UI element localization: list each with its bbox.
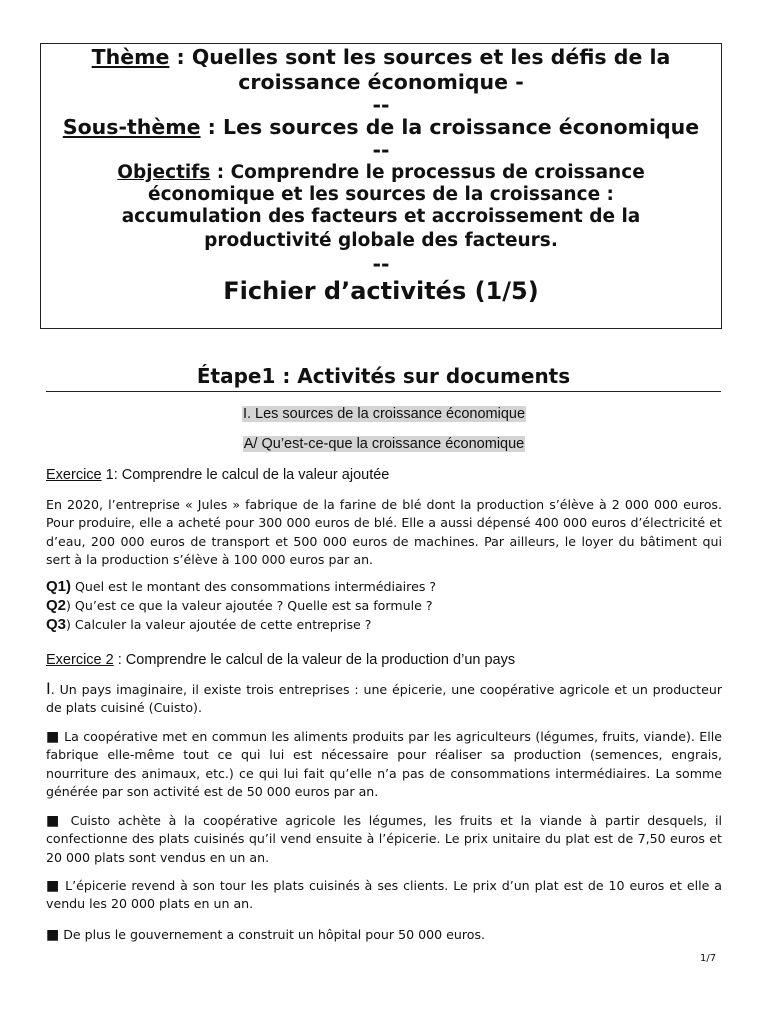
objectifs-line-1 — [41, 162, 721, 184]
bullet-square-icon: ■ — [46, 878, 61, 894]
etape-heading: Étape1 : Activités sur documents — [46, 363, 721, 392]
question-2 — [46, 597, 433, 615]
bullet-square-icon: ■ — [46, 813, 63, 829]
question-1 — [46, 578, 436, 596]
question-3 — [46, 616, 371, 634]
paragraph-gouvernement — [46, 926, 722, 944]
exercice-1-title — [46, 466, 389, 484]
paragraph-epicerie-text: L’épicerie revend à son tour les plats cuisinés à ses clients. Le prix d’un plat est de 10 euros et elle a vendu les 20 000 plats en un an. — [46, 878, 723, 912]
section-heading-1 — [0, 405, 768, 423]
paragraph-epicerie — [46, 877, 722, 914]
sous-theme-label: Sous-thème — [62, 115, 201, 139]
section-heading-2-text: A/ Qu’est-ce-que la croissance économique — [243, 436, 525, 452]
bullet-square-icon: ■ — [46, 927, 60, 943]
exercice-1-text: En 2020, l’entreprise « Jules » fabrique de la farine de blé dont la production s’élève à 2 000 000 euros. Pour produire, elle a acheté pour 300 000 euros de blé. Elle a aussi dépensé 400 000 euros d’électricité et d’eau, 200 000 euros de transport et 500 000 euros de machines. Par ailleurs, le loyer du bâtiment qui sert à la production s’élève à 100 000 euros par an. — [46, 497, 722, 568]
section-heading-1-text: I. Les sources de la croissance économique — [242, 406, 526, 422]
question-3-text: ) Calculer la valeur ajoutée de cette entreprise ? — [66, 617, 372, 632]
exercice-2-intro — [46, 680, 722, 718]
separator: -- — [372, 93, 390, 117]
separator: -- — [372, 138, 390, 162]
paragraph-cuisto — [46, 812, 722, 867]
sous-theme-line — [41, 115, 721, 140]
question-1-label: Q1) — [46, 578, 72, 595]
theme-box — [40, 43, 722, 329]
fichier-title: Fichier d’activités (1/5) — [223, 277, 539, 305]
sous-theme-text: : Les sources de la croissance économique — [200, 115, 700, 139]
objectifs-line-4: productivité globale des facteurs. — [204, 230, 558, 251]
paragraph-cuisto-text: Cuisto achète à la coopérative agricole les légumes, les fruits et la viande à partir desquels, il confectionne des plats cuisinés qu’il vend ensuite à l’épicerie. Le prix unitaire du plat est de 7,50 euros et 20 000 plats sont vendus en un an. — [46, 813, 722, 865]
theme-text: : Quelles sont les sources et les défis de la — [169, 45, 671, 69]
question-3-label: Q3 — [46, 616, 67, 633]
paragraph-cooperative-text: La coopérative met en commun les aliments produits par les agriculteurs (légumes, fruits, viande). Elle fabrique elle-même tout ce qui lui est nécessaire pour réaliser sa production (semences, engrais, nourriture des animaux, etc.) ce qui lui fait qu’elle n’a pas de consommations intermédiaires. La somme générée par son activité est de 50 000 euros par an. — [46, 729, 722, 800]
theme-line — [41, 45, 721, 70]
page-number: 1/7 — [700, 953, 717, 964]
paragraph-cooperative — [46, 728, 722, 802]
question-2-label: Q2 — [46, 597, 67, 614]
bullet-square-icon: ■ — [46, 729, 60, 745]
exercice-2-title — [46, 651, 515, 669]
question-2-text: ) Qu’est ce que la valeur ajoutée ? Quelle est sa formule ? — [66, 598, 433, 613]
objectifs-text-1: : Comprendre le processus de croissance — [210, 162, 645, 183]
exercice-1-title-text: 1: Comprendre le calcul de la valeur ajoutée — [101, 467, 390, 483]
objectifs-label: Objectifs — [117, 162, 211, 183]
intro-mark: I — [46, 679, 51, 698]
paragraph-gouvernement-text: De plus le gouvernement a construit un hôpital pour 50 000 euros. — [59, 927, 486, 942]
exercice-2-title-text: : Comprendre le calcul de la valeur de la production d’un pays — [113, 652, 516, 668]
separator: -- — [372, 252, 390, 276]
exercice-2-label: Exercice 2 — [46, 652, 114, 668]
section-heading-2 — [0, 435, 768, 453]
objectifs-line-3: accumulation des facteurs et accroissement de la — [121, 206, 641, 227]
theme-text-2: croissance économique - — [238, 70, 524, 94]
exercice-1-label: Exercice — [46, 467, 102, 483]
theme-label: Thème — [91, 45, 170, 69]
objectifs-line-2: économique et les sources de la croissance : — [148, 184, 614, 205]
question-1-text: Quel est le montant des consommations intermédiaires ? — [71, 579, 437, 594]
intro-text: . Un pays imaginaire, il existe trois entreprises : une épicerie, une coopérative agricole et un producteur de plats cuisiné (Cuisto). — [46, 682, 722, 716]
